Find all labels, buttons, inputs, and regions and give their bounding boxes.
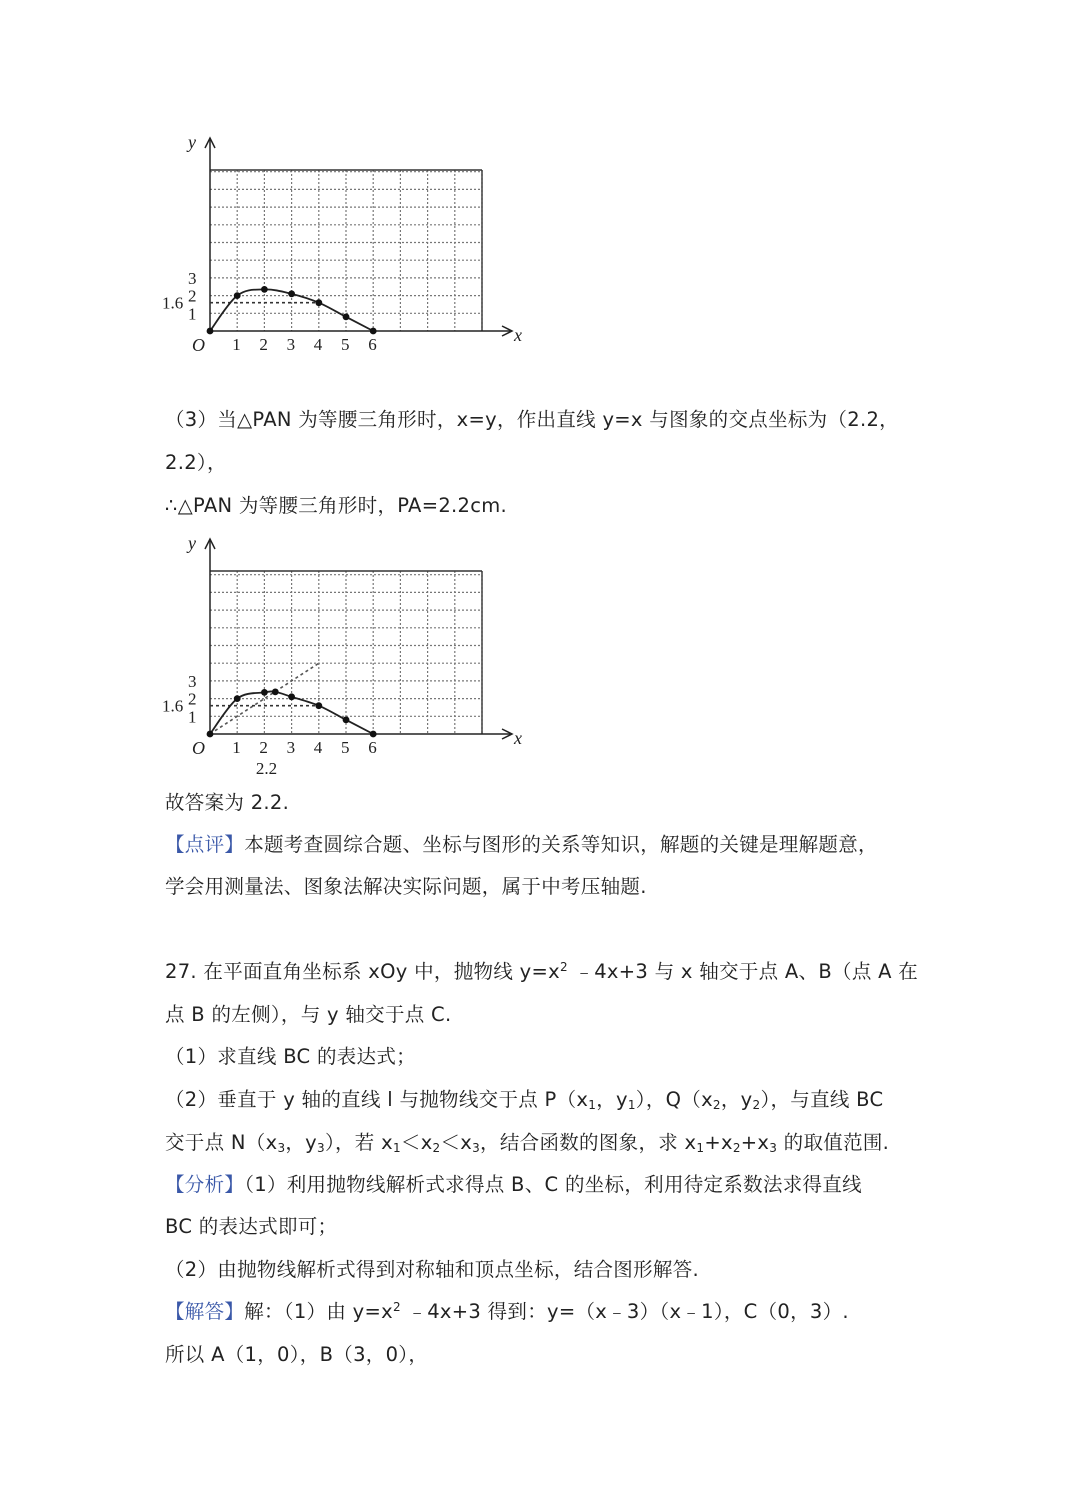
y-tick-label: 3 [188, 671, 197, 691]
answer-tag: 【解答】 [165, 1300, 245, 1323]
curve-point [261, 689, 268, 696]
q27-part1: （1）求直线 BC 的表达式； [165, 1045, 416, 1068]
answer-line: 故答案为 2.2. [165, 791, 290, 814]
solution-part3-conclusion: ∴△PAN 为等腰三角形时，PA=2.2cm. [165, 494, 508, 517]
solution-part3-line1: （3）当△PAN 为等腰三角形时，x=y，作出直线 y=x 与图象的交点坐标为（2.2， [165, 408, 899, 431]
y-tick-label: 3 [188, 268, 197, 288]
q27-line1: 27. 在平面直角坐标系 xOy 中，抛物线 $y=x^2$ ﹣4x+3 与 x 轴交于点 A、B（点 A 在 [165, 960, 919, 983]
curve-point [343, 313, 350, 320]
graph-1-svg [150, 120, 530, 360]
x-tick-label: 1 [232, 335, 241, 354]
q27-part2-line1: （2）垂直于 y 轴的直线 l 与抛物线交于点 $P(x_1$，$y_1$），$Q(x_2$，$y_2$），与直线 BC [165, 1088, 884, 1112]
solution-part3-line2: 2.2）， [165, 451, 227, 474]
graph-2-svg [150, 522, 530, 777]
x-tick-label: 4 [313, 335, 323, 354]
answer-solution-line1: 【解答】解：（1）由 $y=x^2$ ﹣4x+3 得到：y=（x﹣3）（x﹣1），C（0，3）. [165, 1300, 849, 1323]
q27-part2-line2: 交于点 $N(x_3$，$y_3$），若 $x_1<x_2<x_3$，结合函数的图象，求 $x_1+x_2+x_3$ 的取值范围. [165, 1131, 890, 1155]
curve-point [234, 695, 241, 702]
curve-point [234, 292, 241, 299]
curve-point [261, 286, 268, 293]
curve-point [343, 716, 350, 723]
x-mark-label: 2.2 [255, 759, 278, 778]
analysis-line1: 【分析】（1）利用抛物线解析式求得点 B、C 的坐标，利用待定系数法求得直线 [165, 1173, 862, 1196]
y-axis-label: y [188, 132, 196, 152]
analysis-tag: 【分析】 [165, 1173, 245, 1196]
curve-point [207, 328, 214, 335]
x-tick-label: 6 [368, 335, 377, 354]
x-axis-label: x [514, 728, 522, 748]
analysis-line2: BC 的表达式即可； [165, 1215, 338, 1238]
y-mark-label: 1.6 [162, 696, 184, 716]
y-tick-label: 1 [188, 707, 197, 727]
analysis-line3: （2）由抛物线解析式得到对称轴和顶点坐标，结合图形解答. [165, 1258, 700, 1281]
graph-2 [150, 522, 530, 777]
q27-line2: 点 B 的左侧），与 y 轴交于点 C. [165, 1003, 452, 1026]
curve-point [207, 731, 214, 738]
x-tick-label: 2 [259, 738, 268, 757]
comment-line1 [165, 831, 925, 859]
x-tick-label: 6 [368, 738, 377, 757]
origin-label: O [192, 335, 205, 355]
graph-1 [150, 120, 530, 360]
comment-tag: 【点评】 [165, 833, 245, 856]
y-axis-label: y [188, 533, 196, 553]
y-tick-label: 2 [188, 286, 197, 306]
x-tick-label: 5 [341, 335, 350, 354]
y-mark-label: 1.6 [162, 293, 184, 313]
answer-solution-line2: 所以 A（1，0），B（3，0）， [165, 1343, 429, 1366]
curve-point [315, 702, 322, 709]
y-tick-label: 1 [188, 304, 197, 324]
curve-point [370, 328, 377, 335]
y-tick-label: 2 [188, 689, 197, 709]
x-tick-label: 1 [232, 738, 241, 757]
x-tick-label: 3 [286, 335, 296, 354]
x-tick-label: 2 [259, 335, 268, 354]
curve-point [272, 688, 279, 695]
x-tick-label: 3 [286, 738, 296, 757]
comment-text: 本题考查圆综合题、坐标与图形的关系等知识，解题的关键是理解题意， [244, 833, 878, 856]
x-axis-label: x [514, 325, 522, 345]
curve-point [370, 731, 377, 738]
x-tick-label: 5 [341, 738, 350, 757]
curve-point [288, 290, 295, 297]
x-tick-label: 4 [313, 738, 323, 757]
origin-label: O [192, 738, 205, 758]
curve-point [315, 299, 322, 306]
curve-point [288, 693, 295, 700]
comment-line2: 学会用测量法、图象法解决实际问题，属于中考压轴题. [165, 875, 647, 898]
